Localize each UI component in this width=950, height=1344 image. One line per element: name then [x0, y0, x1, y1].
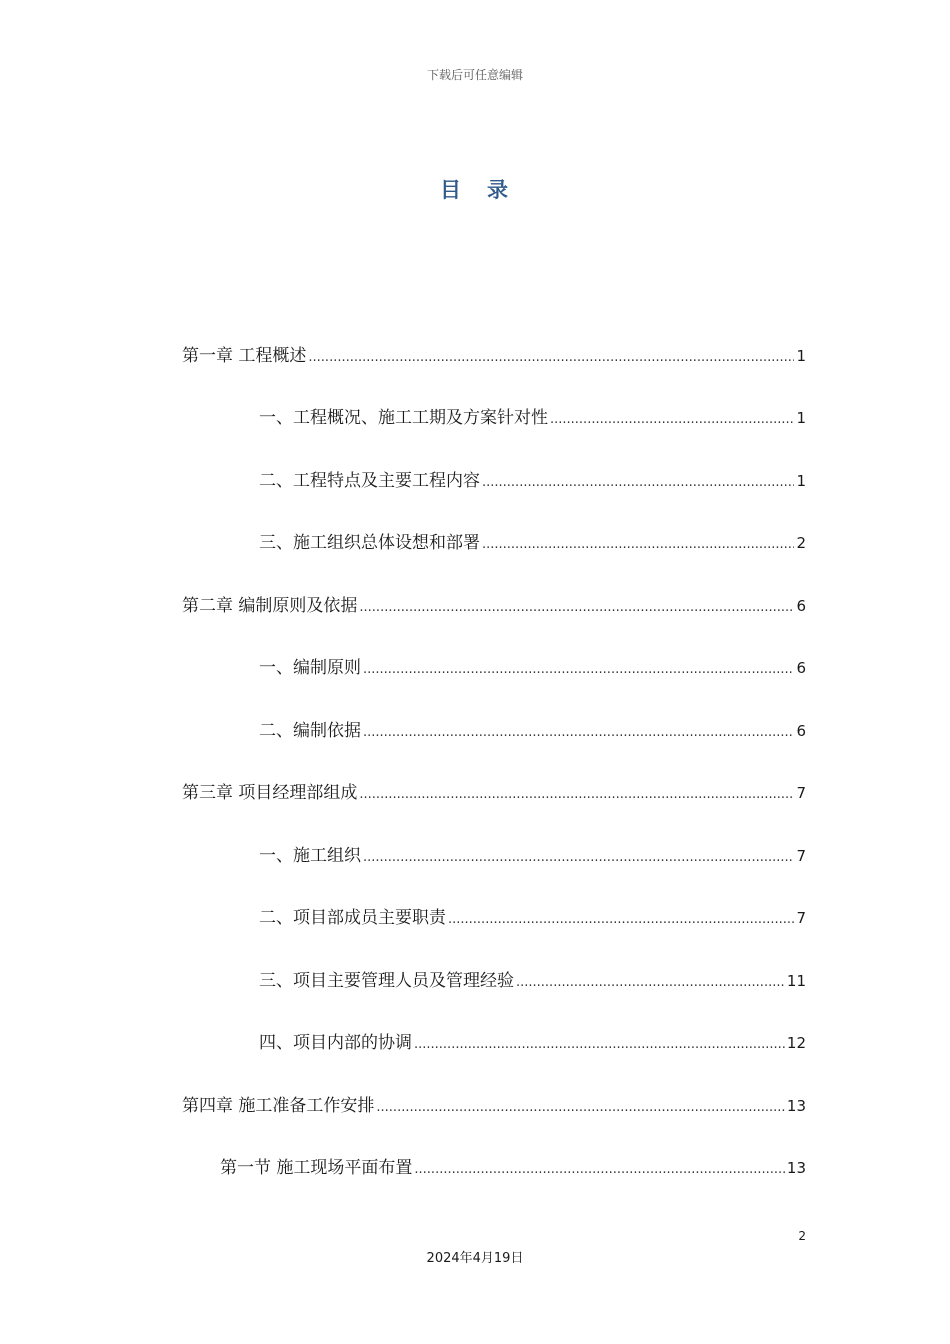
toc-entry[interactable]	[182, 340, 806, 372]
toc-entry-page: 6	[796, 722, 806, 740]
toc-entry-page: 7	[796, 909, 806, 927]
header-note: 下载后可任意编辑	[426, 68, 523, 82]
toc-entry-page: 1	[796, 347, 806, 365]
toc-entry-label: 一、编制原则	[259, 658, 361, 678]
toc-dot-leader	[414, 1154, 785, 1186]
toc-entry-label: 第二章 编制原则及依据	[182, 596, 358, 616]
toc-entry-label: 三、施工组织总体设想和部署	[259, 533, 480, 553]
toc-entry[interactable]	[182, 465, 806, 497]
toc-entry[interactable]	[182, 1027, 806, 1059]
toc-title-part2: 录	[487, 178, 510, 202]
toc-dot-leader	[363, 654, 794, 686]
toc-entry[interactable]	[182, 652, 806, 684]
toc-entry-label: 四、项目内部的协调	[259, 1033, 412, 1053]
toc-entry-page: 2	[796, 534, 806, 552]
toc-dot-leader	[448, 904, 794, 936]
toc-dot-leader	[414, 1029, 785, 1061]
toc-entry-label: 二、项目部成员主要职责	[259, 908, 446, 928]
toc-dot-leader	[359, 779, 794, 811]
toc-entry-page: 7	[796, 784, 806, 802]
toc-title-part1: 目	[440, 178, 463, 202]
toc-entry[interactable]	[182, 965, 806, 997]
toc-entry-label: 二、编制依据	[259, 721, 361, 741]
toc-entry-page: 7	[796, 847, 806, 865]
toc-entry-label: 第一章 工程概述	[182, 346, 307, 366]
toc-entry-page: 1	[796, 472, 806, 490]
toc-entry[interactable]	[182, 840, 806, 872]
toc-dot-leader	[359, 592, 794, 624]
toc-dot-leader	[482, 467, 794, 499]
toc-entry[interactable]	[182, 715, 806, 747]
page-number: 2	[798, 1229, 806, 1243]
toc-dot-leader	[550, 404, 794, 436]
toc-entry-label: 二、工程特点及主要工程内容	[259, 471, 480, 491]
toc-entry[interactable]	[182, 1152, 806, 1184]
toc-entry[interactable]	[182, 590, 806, 622]
toc-entry-label: 第四章 施工准备工作安排	[182, 1096, 375, 1116]
footer-date: 2024年4月19日	[426, 1251, 524, 1266]
toc-entry[interactable]	[182, 902, 806, 934]
toc-entry-page: 6	[796, 659, 806, 677]
toc-entry-label: 第一节 施工现场平面布置	[220, 1158, 413, 1178]
toc-entry[interactable]	[182, 777, 806, 809]
toc-title	[0, 174, 950, 204]
toc-entry[interactable]	[182, 1090, 806, 1122]
toc-entry-page: 13	[786, 1097, 806, 1115]
toc-entry-page: 6	[796, 597, 806, 615]
toc-entry-label: 一、施工组织	[259, 846, 361, 866]
toc-entry-page: 13	[786, 1159, 806, 1177]
toc-entry-page: 1	[796, 409, 806, 427]
toc-entry-label: 三、项目主要管理人员及管理经验	[259, 971, 514, 991]
toc-dot-leader	[363, 842, 794, 874]
toc-entry-page: 11	[786, 972, 806, 990]
toc-dot-leader	[363, 717, 794, 749]
toc-entry[interactable]	[182, 402, 806, 434]
toc-dot-leader	[376, 1092, 785, 1124]
toc-entry-page: 12	[786, 1034, 806, 1052]
toc-dot-leader	[482, 529, 794, 561]
toc-dot-leader	[308, 342, 794, 374]
toc-entry-label: 第三章 项目经理部组成	[182, 783, 358, 803]
toc-entry-label: 一、工程概况、施工工期及方案针对性	[259, 408, 548, 428]
toc-entry[interactable]	[182, 527, 806, 559]
toc-dot-leader	[516, 967, 785, 999]
